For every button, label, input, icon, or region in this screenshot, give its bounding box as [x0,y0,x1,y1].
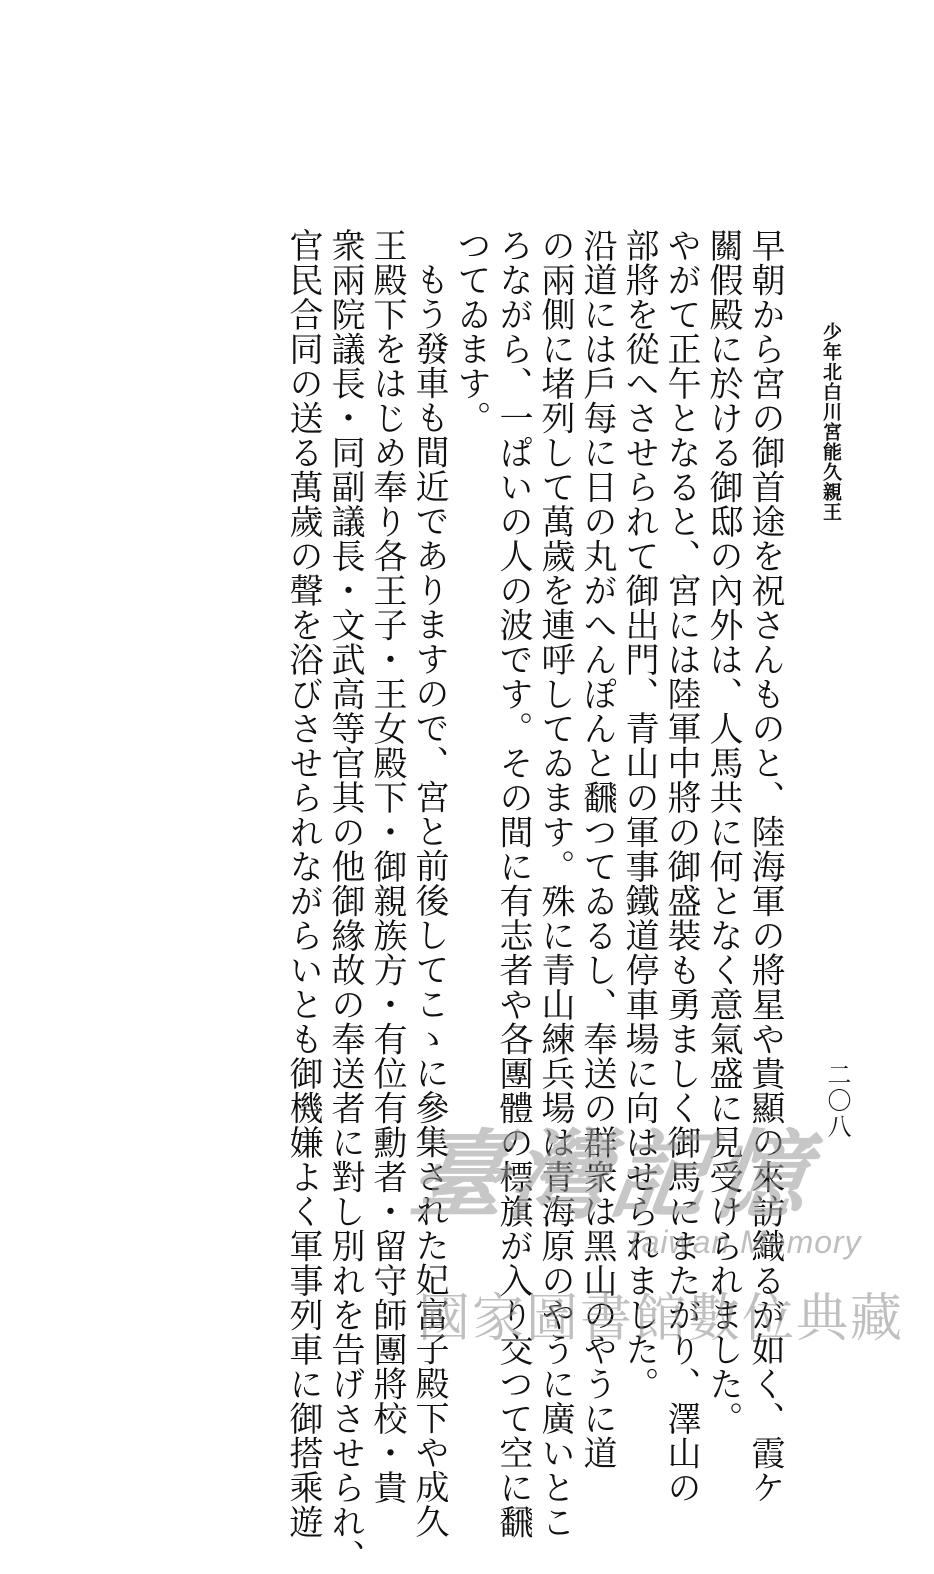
page-number: 二〇八 [823,1062,851,1140]
text-line: 王殿下をはじめ奉り各王子・王女殿下・御親族方・有位有勳者・留守師團將校・貴 [367,228,407,1505]
text-line: 部將を從へさせられて御出門、青山の軍事鐵道停車場に向はせられました。 [619,228,659,1401]
running-header-title: 少年北白川宮能久親王 [820,322,842,522]
text-line: 關假殿に於ける御邸の內外は、人馬共に何となく意氣盛に見受けられました。 [703,228,743,1436]
text-line: ろながら、一ぱいの人の波です。その間に有志者や各團體の標旗が入り交つて空に飜 [493,228,533,1539]
text-line: 官民合同の送る萬歲の聲を浴びさせられながらいとも御機嫌よく軍事列車に御搭乘遊 [283,228,323,1539]
text-line: やがて正午となると、宮には陸軍中將の御盛裝も勇ましく御馬にまたがり、澤山の [661,228,701,1505]
text-line: 早朝から宮の御首途を祝さんものと、陸海軍の將星や貴顯の來訪織るが如く、霞ケ [745,228,785,1505]
text-line: 沿道には戶每に日の丸がへんぽんと飜つてゐるし、奉送の群衆は黑山のやうに道 [577,228,617,1470]
text-line: の兩側に堵列して萬歲を連呼してゐます。殊に青山練兵場は青海原のやうに廣いとこ [535,228,575,1539]
text-line: 衆兩院議長・同副議長・文武高等官其の他御緣故の奉送者に對し別れを告げさせられ、 [325,228,365,1574]
watermark-calligraphy: 臺灣記憶 [403,1119,819,1232]
library-watermark [403,1100,905,1350]
watermark-english-text: Taiwan Memory [624,1224,862,1260]
text-line: つてゐます。 [451,228,491,435]
text-line: もう發車も間近でありますので、宮と前後してこゝに參集された妃富子殿下や成久 [409,262,449,1539]
watermark-chinese-text: 國家圖書館數位典藏 [418,1289,905,1349]
